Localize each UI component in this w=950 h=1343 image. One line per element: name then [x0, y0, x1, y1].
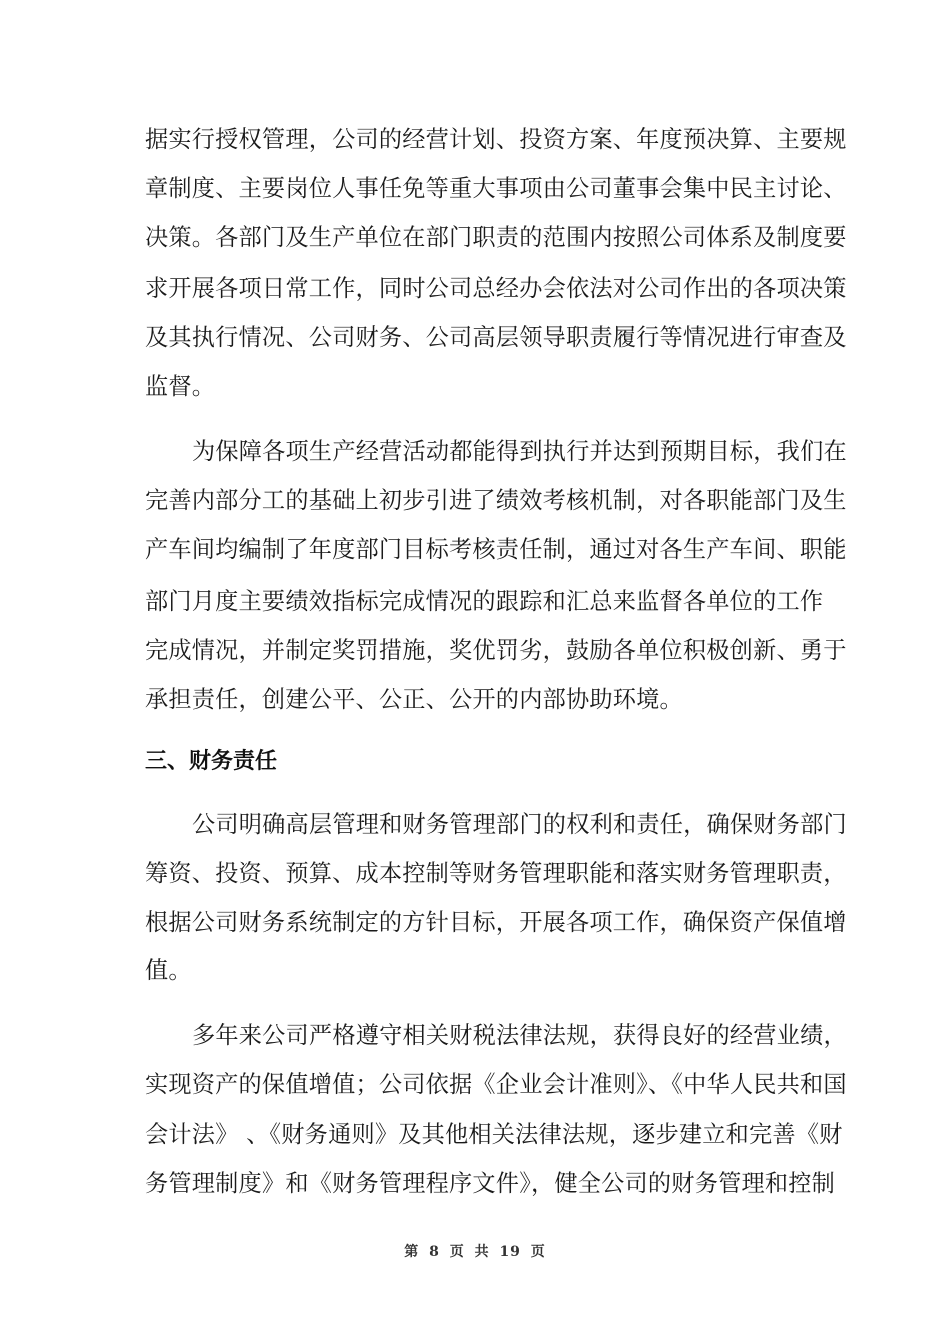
text-line: 承担责任，创建公平、公正、公开的内部协助环境。: [145, 686, 683, 713]
text-line-indented: 公司明确高层管理和财务管理部门的权利和责任，确保财务部门: [192, 811, 847, 838]
text-line: 及其执行情况、公司财务、公司高层领导职责履行等情况进行审查及: [145, 324, 847, 351]
text-line: 产车间均编制了年度部门目标考核责任制，通过对各生产车间、职能: [145, 536, 847, 563]
section-heading: 三、财务责任: [145, 749, 278, 774]
text-line: 筹资、投资、预算、成本控制等财务管理职能和落实财务管理职责，: [145, 860, 847, 887]
text-line: 决策。各部门及生产单位在部门职责的范围内按照公司体系及制度要: [145, 224, 847, 251]
text-line: 章制度、主要岗位人事任免等重大事项由公司董事会集中民主讨论、: [145, 175, 847, 202]
page-number-footer: 第 8 页 共 19 页: [404, 1244, 546, 1260]
text-line: 根据公司财务系统制定的方针目标，开展各项工作，确保资产保值增: [145, 909, 847, 936]
text-line-indented: 为保障各项生产经营活动都能得到执行并达到预期目标，我们在: [192, 438, 847, 465]
text-line: 完成情况，并制定奖罚措施，奖优罚劣，鼓励各单位积极创新、勇于: [145, 637, 847, 664]
text-line: 值。: [145, 957, 192, 984]
text-line: 务管理制度》和《财务管理程序文件》，健全公司的财务管理和控制: [145, 1170, 836, 1197]
text-line: 实现资产的保值增值；公司依据《企业会计准则》、《中华人民共和国: [145, 1071, 847, 1098]
text-line: 求开展各项日常工作，同时公司总经办会依法对公司作出的各项决策: [145, 275, 847, 302]
text-line: 监督。: [145, 373, 216, 400]
text-line: 会计法》 、《财务通则》及其他相关法律法规，逐步建立和完善《财: [145, 1121, 843, 1148]
text-line: 完善内部分工的基础上初步引进了绩效考核机制，对各职能部门及生: [145, 487, 847, 514]
text-line: 据实行授权管理，公司的经营计划、投资方案、年度预决算、主要规: [145, 126, 847, 153]
text-line: 部门月度主要绩效指标完成情况的跟踪和汇总来监督各单位的工作: [145, 588, 824, 615]
text-line-indented: 多年来公司严格遵守相关财税法律法规，获得良好的经营业绩，: [192, 1022, 847, 1049]
